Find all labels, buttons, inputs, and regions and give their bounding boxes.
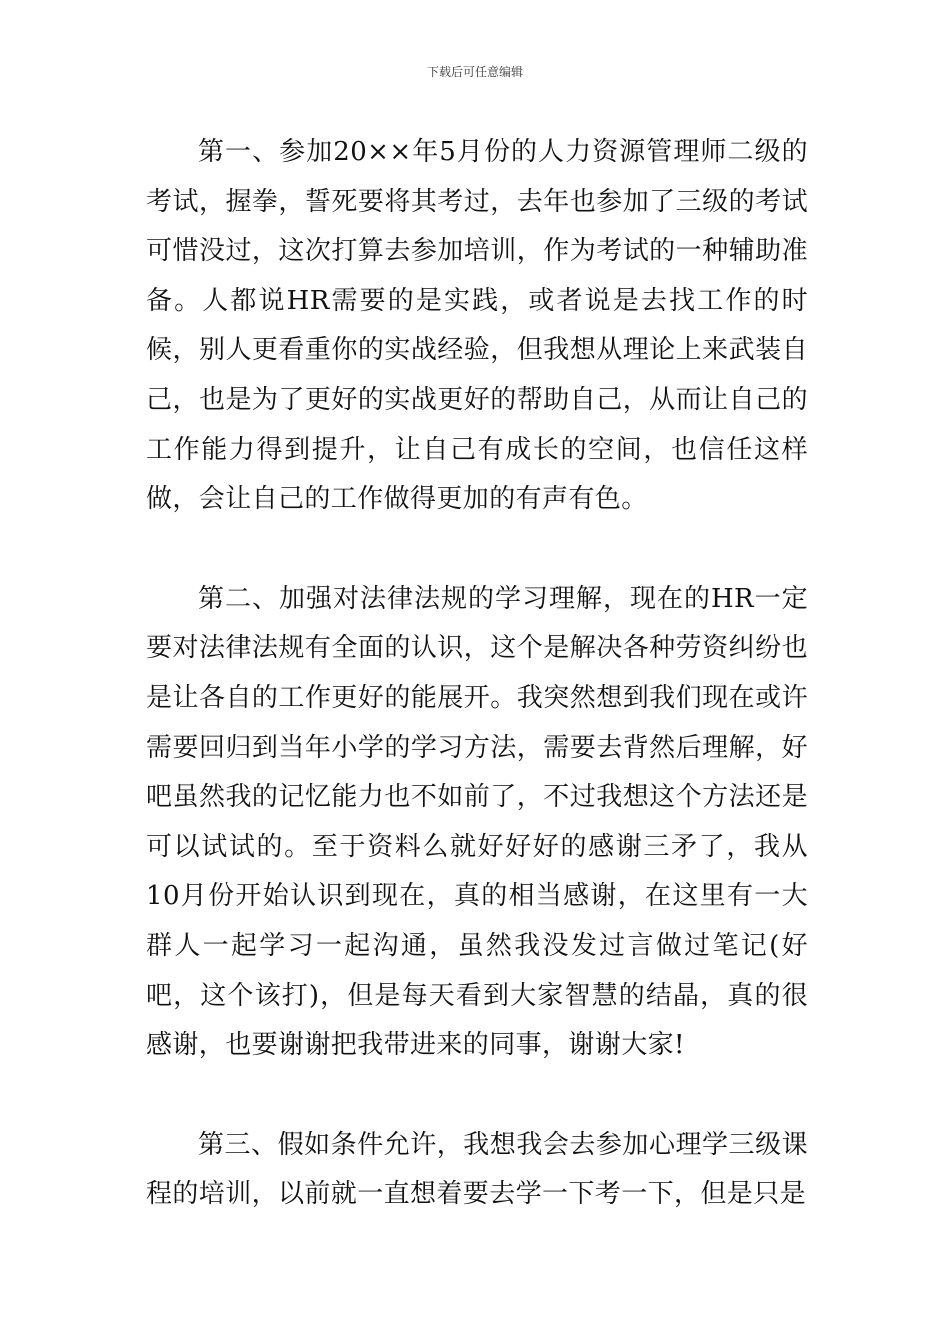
paragraph-3: 第三、假如条件允许，我想我会去参加心理学三级课程的培训，以前就一直想着要去学一下考一下，但是只是: [146, 1129, 808, 1210]
page-header-note: 下载后可任意编辑: [426, 65, 523, 79]
paragraph-2: 第二、加强对法律法规的学习理解，现在的HR一定要对法律法规有全面的认识，这个是解决各种劳资纠纷也是让各自的工作更好的能展开。我突然想到我们现在或许需要回归到当年小学的学习方法，需要去背然后理解，好吧虽然我的记忆能力也不如前了，不过我想这个方法还是可以试试的。至于资料么就好好好的感谢三矛了，我从10月份开始认识到现在，真的相当感谢，在这里有一大群人一起学习一起沟通，虽然我没发过言做过笔记(好吧，这个该打)，但是每天看到大家智慧的结晶，真的很感谢，也要谢谢把我带进来的同事，谢谢大家!: [146, 583, 808, 1061]
paragraph-1: 第一、参加20××年5月份的人力资源管理师二级的考试，握拳，誓死要将其考过，去年也参加了三级的考试可惜没过，这次打算去参加培训，作为考试的一种辅助准备。人都说HR需要的是实践，或者说是去找工作的时候，别人更看重你的实战经验，但我想从理论上来武装自己，也是为了更好的实战更好的帮助自己，从而让自己的工作能力得到提升，让自己有成长的空间，也信任这样做，会让自己的工作做得更加的有声有色。: [146, 137, 808, 515]
document-body: [146, 128, 808, 1220]
